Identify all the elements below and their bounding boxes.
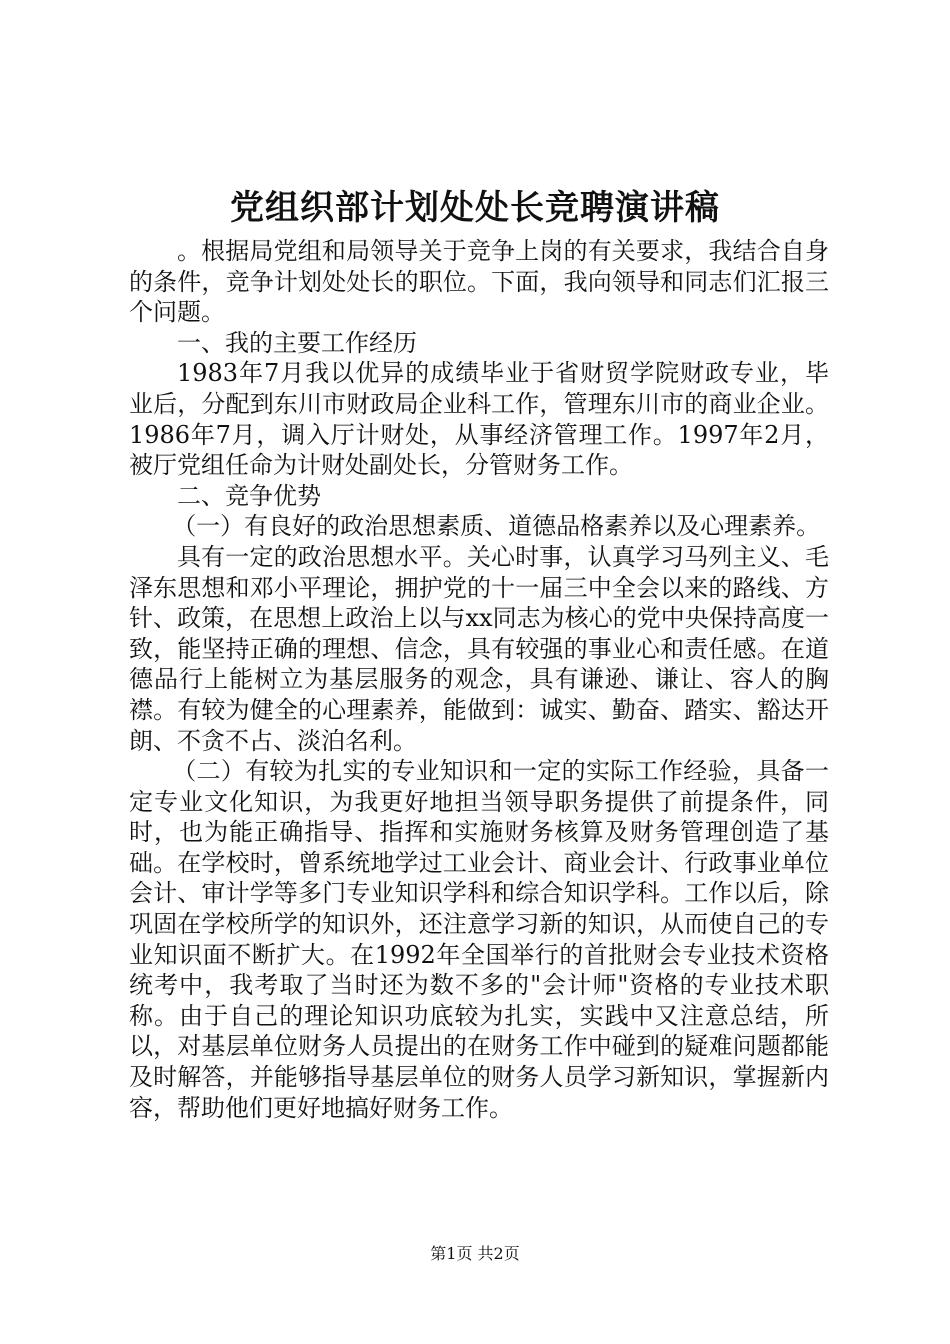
heading-competitive-advantages: 二、竞争优势 [177,481,321,510]
document-body [129,236,829,1123]
paragraph-professional-knowledge: （二）有较为扎实的专业知识和一定的实际工作经验，具备一定专业文化知识，为我更好地担当领导职务提供了前提条件，同时，也为能正确指导、指挥和实施财务核算及财务管理创造了基础。在学校时，曾系统地学过工业会计、商业会计、行政事业单位会计、审计学等多门专业知识学科和综合知识学科。工作以后，除巩固在学校所学的知识外，还注意学习新的知识，从而使自己的专业知识面不断扩大。在1992年全国举行的首批财会专业技术资格统考中，我考取了当时还为数不多的"会计师"资格的专业技术职称。由于自己的理论知识功底较为扎实，实践中又注意总结，所以，对基层单位财务人员提出的在财务工作中碰到的疑难问题都能及时解答，并能够指导基层单位的财务人员学习新知识，掌握新内容，帮助他们更好地搞好财务工作。 [129,757,829,1122]
paragraph-work-experience: 1983年7月我以优异的成绩毕业于省财贸学院财政专业，毕业后，分配到东川市财政局企业科工作，管理东川市的商业企业。1986年7月，调入厅计财处，从事经济管理工作。1997年2月，被厅党组任命为计财处副处长，分管财务工作。 [129,359,829,480]
paragraph-intro: 。根据局党组和局领导关于竞争上岗的有关要求，我结合自身的条件，竞争计划处处长的职位。下面，我向领导和同志们汇报三个问题。 [129,237,829,327]
document-title: 党组织部计划处处长竞聘演讲稿 [230,188,720,228]
subheading-political-quality: （一）有良好的政治思想素质、道德品格素养以及心理素养。 [172,512,821,541]
heading-work-experience: 一、我的主要工作经历 [177,328,417,357]
paragraph-political-quality: 具有一定的政治思想水平。关心时事，认真学习马列主义、毛泽东思想和邓小平理论，拥护党的十一届三中全会以来的路线、方针、政策，在思想上政治上以与xx同志为核心的党中央保持高度一致，能坚持正确的理想、信念，具有较强的事业心和责任感。在道德品行上能树立为基层服务的观念，具有谦逊、谦让、容人的胸襟。有较为健全的心理素养，能做到：诚实、勤奋、踏实、豁达开朗、不贪不占、淡泊名利。 [129,542,829,755]
page-footer: 第1页 共2页 [430,1244,520,1263]
